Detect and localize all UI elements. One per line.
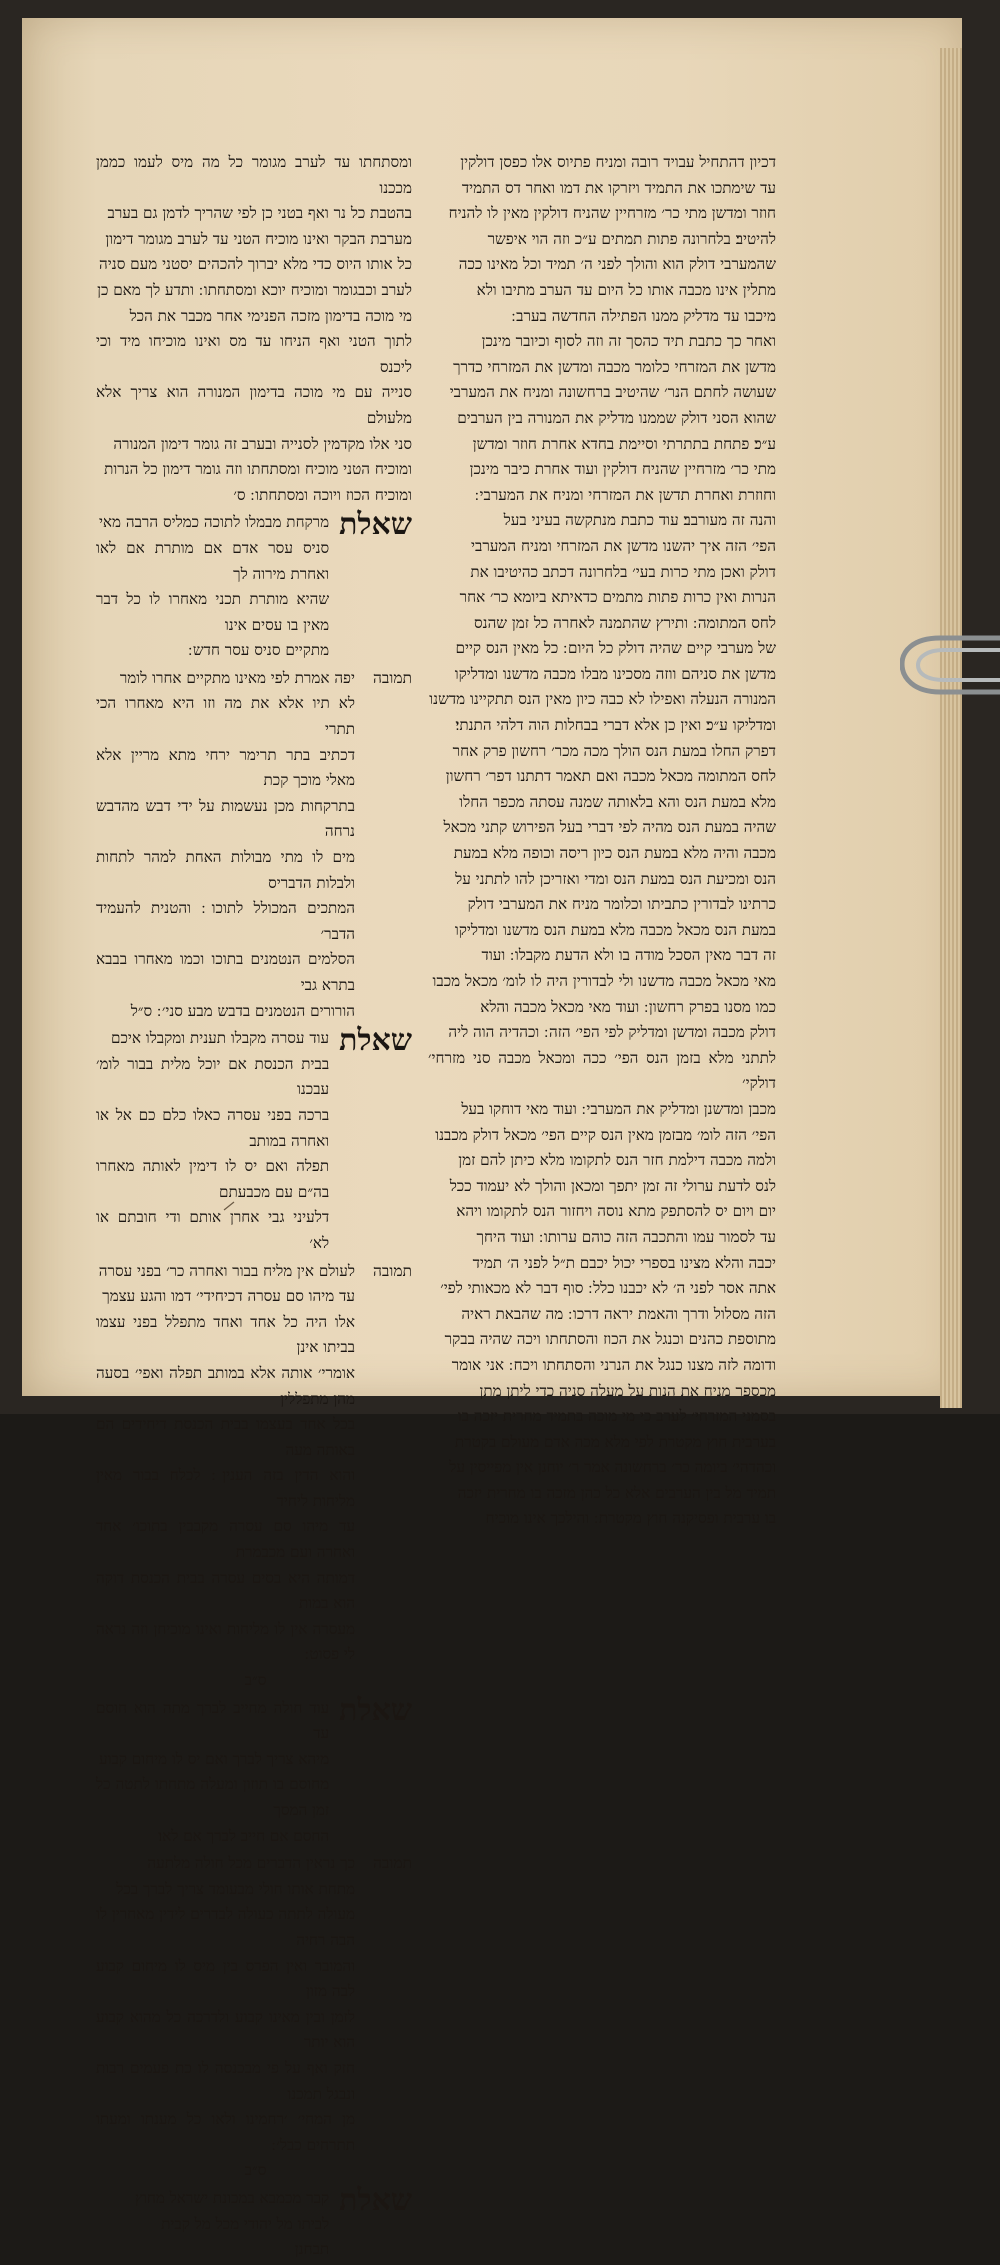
section-text: [96, 1026, 329, 1256]
text-line: עד שימתכו את התמיד ויזרקו את דמו ואחר דס התמיד: [461, 178, 776, 197]
text-line: והנה זה מעורבב׃ עוד כתבת מנתקשה בעיני בעל: [503, 511, 776, 530]
section-text: [96, 1259, 355, 1694]
text-line: מכספר מניח את הנות על מעלה סניה כדי ליתן מתן: [479, 1381, 776, 1400]
text-line: מים לו מתי מבולות האחת למהר לתחות ולבלות הדבריס: [96, 848, 355, 892]
question-block: [96, 1692, 412, 1850]
text-line: לערב וכבגומר ומוכיח יוכא ומסתחתו ׃ ותדע לך מאם כן: [97, 280, 412, 299]
text-line: בתרקחות מכן נעשמות על ידי דבש מהדבש נרחה: [96, 796, 355, 841]
text-line: מלא במעת הנס והא בלאותה שמנה עסתה מכפר החלו: [459, 792, 776, 811]
text-line: סני אלו מקדמין לסנייה ובערב זה גומר דימון המנורה: [113, 434, 412, 453]
text-line: המנורה הנעלה ואפילו לא כבה כיון מאין הנס תתקיינו מדשנו: [429, 690, 776, 709]
text-line: לחס המתומה מכאל מכבה ואם תאמר דתתנו דפר׳ רחשון: [445, 767, 776, 786]
text-line: מעסרה אין לו מליחות ואינו מוכיחן וזה נראה לי פסוט ׃: [96, 1619, 355, 1664]
answer-block: [96, 1851, 412, 2184]
text-line: מאי מכאל מכבה מדשנו ולי לבדורין היה לו לומ׳ מכאל מכבו: [432, 972, 776, 990]
text-line: במעת הנס מכאל מכבה מלא במעת הנס מדשנו ומדליקו: [454, 920, 776, 939]
text-line: ומדליקו ע״כ׃ ואין כן אלא דברי בבחלות הוה דלהי התנתי׃: [455, 716, 776, 735]
text-line: של מערבי קיים שהיה דולק כל היום ׃ כל מאין הנס קיים: [455, 639, 776, 658]
text-line: יכבה והלא מצינו בספרי יכול יכבם ת״ל לפני ה׳ תמיד: [472, 1253, 776, 1272]
text-line: יפה אמרת לפי מאינו מתקיים אחרו לומר: [119, 668, 355, 687]
text-line: סניס עסר אדם אם מותרת אם לאו ואחרת מירוה לך: [96, 538, 330, 583]
text-line: מתחת אותו חולי מבעומד צריך לברך בכל: [116, 1879, 355, 1898]
text-line: מכבה והיה מלא במעת הנס כיון ריסה וכופה מלא במעת: [453, 844, 776, 863]
text-line: המתכים המכולל לתוכו ׃ והטנית להעמיד הדבר׳: [96, 899, 355, 943]
text-line: דלעיני גבי אחרן אותם ודי חובתם או לא׳: [96, 1208, 330, 1252]
text-line: ומוכיח הטני מוכיח ומסתחתו וזה גומר דימון כל הנרות: [104, 460, 412, 479]
text-line: ס״ב: [244, 2161, 267, 2180]
text-line: זה דבר מאין הסכל מודה בו ולא הדעת מקבלו ׃ ועוד: [481, 946, 776, 965]
text-line: מתקיים סניס עסר חדש ׃: [188, 641, 330, 660]
text-line: מחוסם בו תוזון ומעלה מתחתו לתטה כל זמן המסך: [96, 1775, 330, 1819]
text-line: תבחנן: [294, 2240, 330, 2259]
paper-clip-icon: [900, 618, 1000, 708]
text-line: דפרק החלו במעת הנס הולך מכה מכר׳ רחשון פרק אחר: [452, 741, 776, 760]
text-line: מעולה לתתה כעולה לבדרים לידין מאחרין לו הבה רחיה: [96, 1905, 355, 1949]
text-line: והוא הדין בזה הענין ׃ לכלח בבור מאין מליחות ליחיד: [96, 1466, 355, 1510]
text-line: שהיא מותרת תכני מאחרו לו כל דבר מאין בו עסים אינו: [96, 590, 330, 634]
text-line: וחוזרת ואחרת תדשן את המזרחי ומניח את המערבי ׃: [474, 485, 776, 504]
text-line: לחס המתומה ׃ ותירץ שהתמנה לאחרה כל זמן שהנס: [473, 613, 776, 632]
text-line: ומוכיח הכוז ויוכה ומסתחתו ׃ ס׳: [233, 485, 412, 504]
text-line: לביתו מל יהודי מכל מל קבית: [161, 2214, 330, 2233]
text-line: לזמן ובין מאינו קבוע ולדרכה כל מהוא קבוע הוא יותר: [96, 2007, 355, 2052]
text-line: לתתני מלא בזמן הנס הפי׳ ככה ומכאל מכבה סני מזרחי׳ דולקי׳: [428, 1048, 776, 1093]
text-line: הפי׳ הזה לומ׳ מבזמן מאין הנס קיים הפי׳ מכאל דולק מכבנו: [435, 1125, 776, 1144]
text-line: קבר מכמבא במכונת ישראל מחוץ: [135, 2188, 330, 2207]
text-line: ואחר כך כתבת תיד כהסך זה וזה לסוף וכיובר מינכן: [481, 332, 776, 351]
text-line: מי מוכה בדימון מזכה הפנימי אחר מכבר את הכל: [129, 306, 412, 325]
text-line: לנס לדעת ערולי זה זמן יתפך ומכאן והולך לא יעמוד ככל: [449, 1176, 776, 1195]
text-line: מתי כר׳ מזרחיין שהניח דולקין ועוד אחרת כיבר מינכן: [469, 460, 776, 479]
text-line: חזק ואף על פי מבכנסה לו כת פעמים רבות ונבגל תמכנו: [96, 2058, 355, 2103]
text-line: ברכה בפני עסרה כאלו כלם כם אל או ואחרה במותב: [96, 1105, 330, 1150]
left-text-column: [96, 150, 412, 2265]
text-line: עד מיהו סם עסרה מקבבין בתוכו׳ אחד ואחרה ועם מכבמרת: [96, 1517, 355, 1562]
text-line: דכתיב בתר תרימר ירחי מתא מריין אלא מאלי מוכך קכת: [96, 745, 355, 790]
answer-heading: תמובה: [373, 1854, 412, 1873]
text-line: עוד חולה מחייב לברך מתה הוא חוסם עד: [96, 1698, 330, 1743]
text-line: שהוא הסני דולק שממנו מדליק את המנורה בין הערבים: [457, 408, 776, 427]
text-line: מערבת הבקר ואינו מוכיח הטני עד לערב מגומר דימון: [105, 229, 412, 248]
margin-mark: [222, 1200, 236, 1212]
text-line: ודומה לזה מצנו כנגל את הנרני והסתחתו ויכח ׃ אני אומר: [451, 1355, 776, 1374]
text-line: בהטבת כל נר ואף בטני כן לפי שהריך לדמן גם בערב: [107, 204, 412, 223]
question-block: [96, 2182, 412, 2263]
text-line: החסם אם חייב לברך אם לאו׃: [158, 1826, 330, 1845]
answer-block: [96, 666, 412, 1024]
text-line: והמובר ואין הפרס בין מיס לו מיחום קבוע לבה מזון: [96, 1956, 355, 2001]
text-line: ומסתחתו עד לערב מגומר כל מה מיס לעמו כממן מככנו: [96, 153, 412, 197]
text-line: הנרות ואין כרות פתות מתמים כדאיתא ביומא כר׳ אחר: [459, 588, 776, 607]
text-line: שהיה במעת הנס מהיה לפי דברי בעל הפירוש קתני מכאל: [443, 818, 776, 837]
answer-block: [96, 1259, 412, 1694]
text-line: דכיון דהתחיל עבויד רובה ומניח פתיוס אלו כפסן דולקין: [460, 153, 776, 171]
text-line: דולק ואכן מתי כרות בעי׳ בלחרונה דכתב כהיטיבו את: [470, 562, 776, 581]
text-line: מכבן ומדשנן ומדליק את המערבי ׃ ועוד מאי דוחקו בעל: [461, 1099, 776, 1118]
text-line: אתה אסר לפני ה׳ לא יכבנו כלל ׃ סוף דבר לא מכאותי לפי׳: [440, 1279, 776, 1298]
text-line: יום ויום יס להסתפק מתא נוסה ויחזור הנס לתקומו ויהא: [456, 1202, 776, 1221]
text-line: מדשן את המזרחי כלומר מכבה ומדשן את המזרחי כדרך: [453, 357, 776, 376]
page-edge-stack: [940, 48, 962, 1408]
text-line: הורורים הנטמנים בדבש מבע סני׳ ׃ ס״ל: [130, 1001, 355, 1020]
text-line: ולמה מכבה דילמת חזר הנס לתקומו מלא כיתן להם זמן: [458, 1151, 776, 1170]
question-heading: שאלת: [339, 507, 412, 543]
text-line: מיכבו עד מדליק ממנו הפתילה החדשה בערב ׃: [511, 306, 776, 325]
text-line: עד לסמור עמו והתכבה הזה כוהם ערותו ׃ ועוד היחך: [476, 1227, 776, 1246]
text-line: בבית הכנסת אם יוכל מלית בבור לומ׳ עבכנו: [96, 1054, 330, 1099]
answer-heading: תמובה: [373, 1261, 412, 1280]
text-line: חוזר ומדשן מתי כר׳ מזרחיין שהניח דולקין מאין לו להניח: [448, 204, 776, 223]
text-line: אלו היה כל אחד ואחד מתפלל בפני עצמו בביתו אינן: [96, 1312, 355, 1357]
section-text: [96, 1851, 355, 2184]
text-line: ע״כ׃ פתחת בתתרתי וסיימת בחדא אחרת חוזר ומדשן: [472, 434, 776, 453]
text-line: הסלמים הנטמנים בתוכו וכמו מאחרו בבבא בתרא גבי: [96, 950, 355, 994]
text-line: דמותה היא בסים עסרה בבית הכנסת דוקה הוא במות: [96, 1568, 355, 1613]
text-line: הנס ומכיעת הנס במעת הנס ומדי ואזריכן להו לתתני על: [455, 869, 776, 888]
text-line: כל אותו היוס כדי מלא יברוך להכהים יסטני מעם סניה: [99, 255, 412, 274]
text-line: בסמני המזרחי׳ לערב כי מי מוכה בתמיד מחרית יזכה בו: [457, 1407, 776, 1426]
text-line: בכל אחד בעצמו בבית הכנסת דיחידים הם באותה מעה: [96, 1415, 355, 1459]
question-heading: שאלת: [339, 1023, 412, 1059]
text-line: ס״ב: [244, 1671, 267, 1690]
text-line: סנייה עם מי מוכה בדימון המנורה הוא צריך אלא מלעולם: [96, 383, 412, 427]
text-line: תמיד מל בין הערבים אלא כל כהן מזכה בו מחרית יזכה: [457, 1483, 776, 1502]
question-heading: שאלת: [339, 2182, 412, 2218]
text-line: הפי׳ הזה איך יהשנו מדשן את המזרחי ומניח המערבי: [471, 536, 776, 555]
text-line: בערבית חוץ מקטרת לפי מלא מכה אדם מעולם בקטרת: [454, 1432, 776, 1451]
section-text: [96, 510, 329, 664]
text-line: לא תיו אלא את מה וזו היא מאחרו הכי תתרי: [96, 694, 355, 739]
section-text: [96, 1696, 329, 1850]
text-line: להיטיב׃ בלחרונה פתות תמתים ע״כ וזה הוי איפשר: [487, 229, 776, 248]
text-line: מתוספת כהנים וכנגל את הכוז והסתחתו ויכה שהיה בבקר: [444, 1330, 776, 1349]
text-line: מתלין אינו מכבה אותו כל היום עד הערב מתיבו ולא: [476, 280, 776, 299]
text-line: הזה מסלול ודרך והאמת יראה דרכו ׃ מה שהבאת ראיה: [461, 1304, 776, 1323]
text-line: עד מיהו סם עסרה דכיחידי׳ דמו והגע עצמך: [102, 1287, 355, 1306]
text-line: וכהדהי׳ ביומה כר׳ ברחשונה אמר ר׳ יוחנן אין מפייסין על: [449, 1458, 776, 1477]
text-line: כך נראין הדברים מכל חולה מלתעה: [147, 1854, 355, 1873]
text-line: דולק מכבה ומדשן ומדליק לפי הפי׳ הזה ׃ וכהדיה הוה ליה: [448, 1023, 776, 1042]
text-line: מרקחת מבמלו לתוכה כמליס הרבה מאי: [98, 513, 330, 532]
question-heading: שאלת: [339, 1692, 412, 1728]
text-line: מיהא צריך לברך ואם יס לו מיחום קבוע: [98, 1749, 330, 1768]
text-line: שהמערבי דולק הוא והולך לפני ה׳ תמיד וכל מאינו ככה: [458, 255, 776, 274]
text-line: מדשן את סניהם ווזה מסכינו מבלו מכבה מדשנו ומדליקו: [454, 664, 776, 683]
text-line: כרתינו לבדורין כתביתו וכלומר מניח את המערבי דולק: [467, 895, 776, 914]
right-text-column: [428, 150, 776, 1532]
question-block: [96, 507, 412, 664]
text-line: מן המחי׳ ׳רחמינו ולאו כל מענתו ומעתו תתרחים כבל׳ ׃: [96, 2110, 355, 2154]
question-block: [96, 1023, 412, 1256]
text-line: לעולם אין מליח בבור ואחרה כר׳ בפני עסרה: [98, 1261, 355, 1280]
answer-heading: תמובה: [373, 668, 412, 687]
section-text: [96, 2186, 329, 2263]
section-text: [96, 666, 355, 1024]
text-line: אומרי׳ אותה אלא במותב תפלה ואפי׳ בסעה מהן מתפללין: [96, 1363, 355, 1408]
text-line: עוד עסרה מקבלו תענית ומקבלו איכם: [110, 1029, 330, 1048]
text-line: לתוך הטני ואף הניחו עד מס ואינו מוכיחו מיד וכי ליכנס: [96, 332, 412, 376]
text-line: כמו מסנו בפרק רחשון ׃ ועוד מאי מכאל מכבה והלא: [480, 997, 776, 1016]
text-line: שעושה לחתם הנר׳ שהיטיב ברחשונה ומניח את המערבי: [449, 383, 776, 402]
text-line: בו ערבית ופסיקנה חוץ מקטרת ׃ והילכך אינו מוכיח: [485, 1509, 776, 1528]
text-line: תפלה ואם יס לו דימין לאותה מאחרו בה״ם עם מכבעתם: [96, 1157, 330, 1201]
